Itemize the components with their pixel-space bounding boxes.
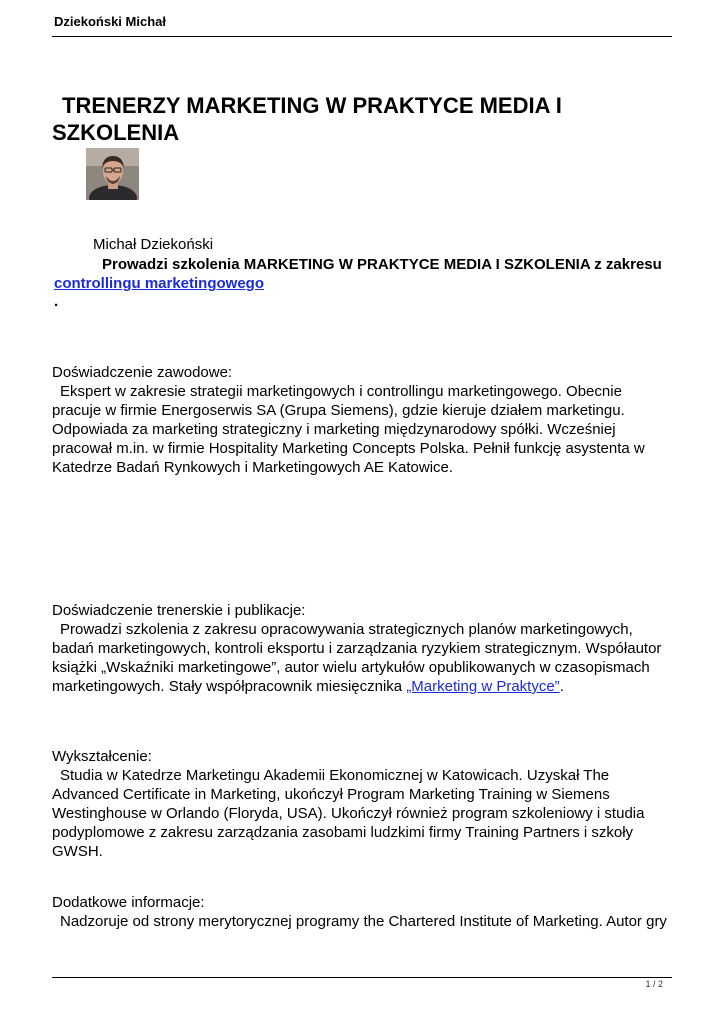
section-heading: Dodatkowe informacje: (52, 894, 205, 911)
page-number: 1 / 2 (645, 979, 663, 989)
section-body-end: . (559, 678, 564, 695)
lead-paragraph (54, 255, 669, 293)
section-body-text: Studia w Katedrze Marketingu Akademii Ekonomicznej w Katowicach. Uzyskał The Advanced Certificate in Marketing, ukończył Program Marketing Training w Siemens Westinghouse w Orlando (Floryda, USA). Ukończył również program szkoleniowy i studia podyplomowe z zakresu zarządzania zasobami ludzkimi firmy Training Partners i szkoły GWSH. (52, 767, 645, 860)
marketing-w-praktyce-link[interactable]: „Marketing w Praktyce” (406, 678, 560, 695)
section-education (52, 747, 672, 861)
section-additional-info (52, 893, 672, 931)
person-name: Michał Dziekoński (93, 236, 214, 253)
section-heading: Wykształcenie: (52, 748, 152, 765)
section-body-text: Ekspert w zakresie strategii marketingowych i controllingu marketingowego. Obecnie pracuje w firmie Energoserwis SA (Grupa Siemens), gdzie kieruje działem marketingu. Odpowiada za marketing strategiczny i marketing międzynarodowy spółki. Wcześniej pracował m.in. w firmie Hospitality Marketing Concepts Polska. Pełnił funkcję asystenta w Katedrze Badań Rynkowych i Marketingowych AE Katowice. (52, 383, 645, 476)
section-body (52, 620, 672, 696)
document-header-author: Dziekoński Michał (54, 14, 166, 29)
header-divider (52, 36, 672, 37)
footer-divider (52, 977, 672, 978)
section-body (52, 766, 672, 861)
portrait-image (86, 148, 139, 200)
trailing-dot: . (54, 293, 59, 310)
section-body (52, 912, 672, 931)
page-title-text: TRENERZY MARKETING W PRAKTYCE MEDIA I SZKOLENIA (52, 93, 562, 145)
page-title (52, 92, 672, 146)
section-heading: Doświadczenie zawodowe: (52, 364, 233, 381)
profile-photo (86, 148, 139, 200)
section-heading: Doświadczenie trenerskie i publikacje: (52, 602, 306, 619)
section-training-publications (52, 601, 672, 696)
section-professional-experience (52, 363, 672, 477)
section-body (52, 382, 672, 477)
controlling-link[interactable]: controllingu marketingowego (54, 275, 265, 292)
section-body-text: Prowadzi szkolenia z zakresu opracowywania strategicznych planów marketingowych, badań marketingowych, kontroli eksportu i zarządzania ryzykiem strategicznym. Współautor książki „Wskaźniki marketingowe”, autor wielu artykułów opublikowanych w czasopismach marketingowych. Stały współpracownik miesięcznika (52, 621, 662, 695)
section-body-text: Nadzoruje od strony merytorycznej programy the Chartered Institute of Marketing. Autor gry (60, 913, 667, 930)
lead-text: Prowadzi szkolenia MARKETING W PRAKTYCE MEDIA I SZKOLENIA z zakresu (102, 256, 662, 273)
